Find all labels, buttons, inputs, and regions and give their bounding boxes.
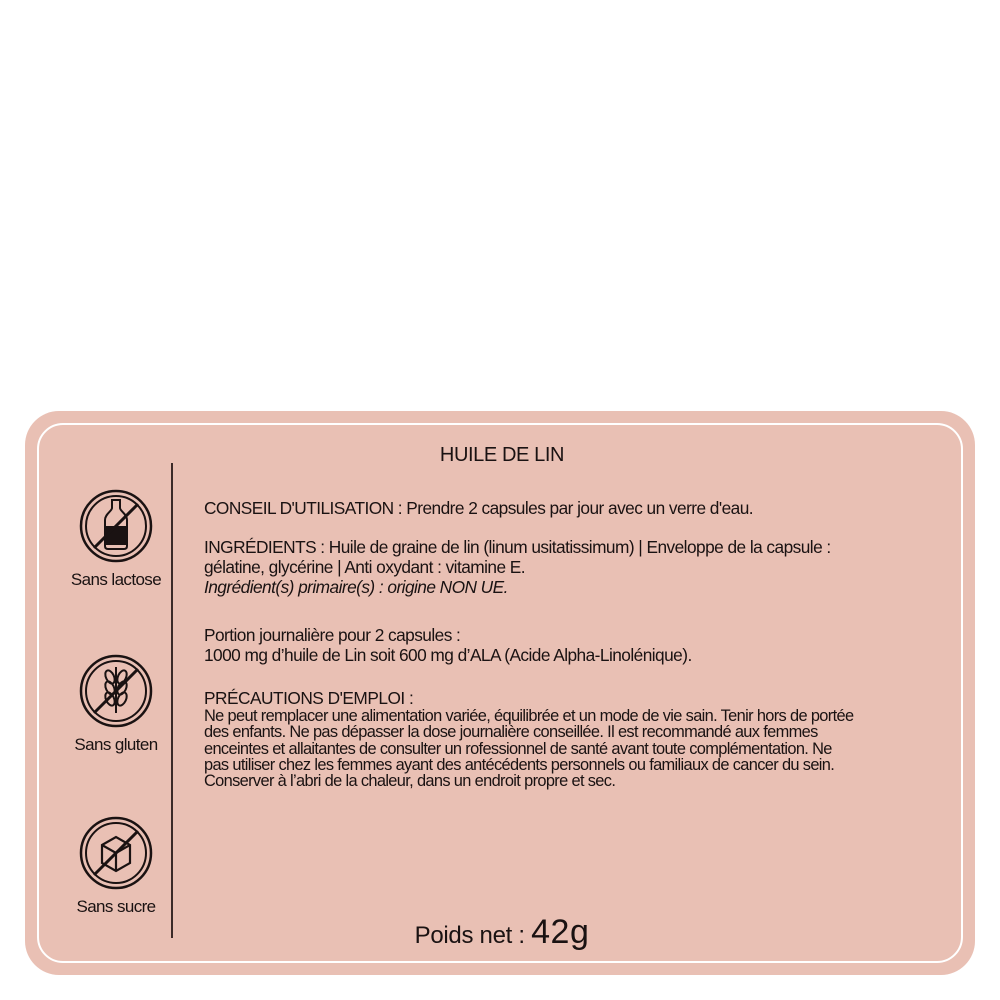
precautions-line: pas utiliser chez les femmes ayant des antécédents personnels ou familiaux de cancer du sein. <box>204 755 835 774</box>
badge-label: Sans lactose <box>70 570 162 589</box>
precautions-heading: PRÉCAUTIONS D'EMPLOI : <box>204 688 414 708</box>
precautions-line: enceintes et allaitantes de consulter un rofessionnel de santé avant toute complémentation. Ne <box>204 739 832 758</box>
portion-heading: Portion journalière pour 2 capsules : <box>204 625 461 645</box>
no-sugar-cube-icon <box>78 815 154 891</box>
no-wheat-icon <box>78 653 154 729</box>
precautions-section <box>204 688 934 789</box>
badge-sans-lactose <box>51 488 181 590</box>
net-weight <box>200 913 804 952</box>
precautions-line: des enfants. Ne pas dépasser la dose journalière conseillée. Il est recommandé aux femmes <box>204 723 818 742</box>
net-weight-value: 42g <box>531 913 590 951</box>
precautions-line: Ne peut remplacer une alimentation variée, équilibrée et un mode de vie sain. Tenir hors de portée <box>204 707 854 725</box>
precautions-line: Conserver à l’abri de la chaleur, dans un endroit propre et sec. <box>204 772 616 791</box>
badge-sans-gluten <box>51 653 181 755</box>
daily-portion-section <box>204 625 934 665</box>
badge-label: Sans sucre <box>76 897 156 916</box>
precautions-text <box>204 708 934 789</box>
product-title: HUILE DE LIN <box>439 444 565 466</box>
usage-advice: CONSEIL D'UTILISATION : Prendre 2 capsules par jour avec un verre d'eau. <box>204 498 754 518</box>
ingredients-line: gélatine, glycérine | Anti oxydant : vitamine E. <box>204 557 526 577</box>
ingredients-line: INGRÉDIENTS : Huile de graine de lin (linum usitatissimum) | Enveloppe de la capsule : <box>204 537 831 557</box>
badge-sans-sucre <box>51 815 181 917</box>
portion-detail: 1000 mg d’huile de Lin soit 600 mg d’ALA (Acide Alpha-Linolénique). <box>204 645 692 665</box>
no-milk-bottle-icon <box>78 488 154 564</box>
ingredients-origin: Ingrédient(s) primaire(s) : origine NON UE. <box>204 577 508 597</box>
ingredients-section <box>204 537 934 597</box>
net-weight-label: Poids net : <box>414 922 532 949</box>
badge-label: Sans gluten <box>74 735 158 754</box>
